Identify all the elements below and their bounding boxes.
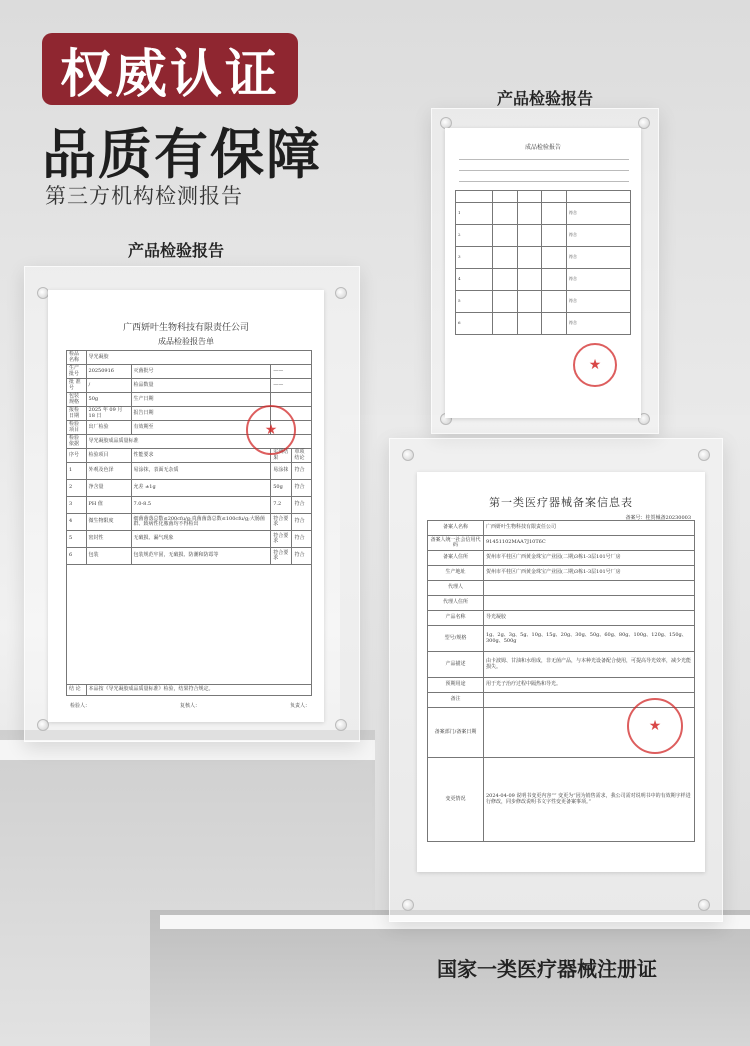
inspection-report-document — [48, 290, 324, 722]
table-row — [67, 514, 312, 531]
cell: 生产日期 — [131, 393, 271, 407]
red-seal-stamp-icon: ★ — [627, 698, 683, 754]
report2-header-lines — [459, 152, 629, 185]
cell: 微生物限度 — [86, 514, 131, 531]
cell: 符合 — [292, 531, 312, 548]
cell: 50g — [86, 393, 131, 407]
screw-icon — [335, 287, 347, 299]
cell: 外观及色泽 — [86, 463, 131, 480]
cell: 符合 — [292, 548, 312, 565]
column-header: 性能要求 — [131, 449, 271, 463]
signature-line — [70, 702, 310, 709]
report2-table — [455, 190, 631, 335]
column-header: 检验项目 — [86, 449, 131, 463]
cell: 易涂抹，表面无杂质 — [131, 463, 271, 480]
screw-icon — [698, 899, 710, 911]
cell: 检验依据 — [67, 435, 87, 449]
cell: PH 值 — [86, 497, 131, 514]
table-row: 代理人 — [428, 581, 695, 596]
red-seal-stamp-icon: ★ — [246, 405, 296, 455]
cell: 检验项目 — [67, 421, 87, 435]
cell: 符合要求 — [271, 531, 292, 548]
cell: 2025 年 09 月 18 日 — [86, 407, 131, 421]
report-table — [66, 350, 312, 696]
cell: 符合 — [292, 514, 312, 531]
cell: 检品名称 — [67, 351, 87, 365]
table-row: 备案人住所 贺州市平桂区广西黄金珠宝产业园(二期)3栋1-3层101号厂房 — [428, 551, 695, 566]
cell: 5 — [67, 531, 87, 548]
table-row: 变更情况 2024-04-09 说明书变更内容“” 变更为“因为销售需求，我公司需对说明书中的有效期字样进行修改，同步修改说明书文字性变更备案事项。” — [428, 758, 695, 842]
cell: 结 论 — [67, 685, 87, 696]
reviewer-label: 复核人： — [179, 703, 200, 709]
cell: 50g — [271, 480, 292, 497]
cell: 符合 — [292, 497, 312, 514]
cell: —— — [271, 379, 312, 393]
table-row — [67, 463, 312, 480]
registration-document — [417, 472, 705, 872]
inspector-label: 检验人： — [70, 703, 91, 709]
cell: 本品按《导光凝胶成品质量标准》检验，结果符合规定。 — [86, 685, 311, 696]
cell: 符合要求 — [271, 514, 292, 531]
table-row: 备案人统一社会信用代码 91451102MAA7J10T6C — [428, 536, 695, 551]
table-row: 5 符合 — [456, 291, 631, 313]
cell: 3 — [67, 497, 87, 514]
table-row: 3 符合 — [456, 247, 631, 269]
cell: / — [86, 379, 131, 393]
cell: —— — [271, 365, 312, 379]
table-row: 2 符合 — [456, 225, 631, 247]
cell: 报检日期 — [67, 407, 87, 421]
cell: 6 — [67, 548, 87, 565]
screw-icon — [335, 719, 347, 731]
cell: 2 — [67, 480, 87, 497]
cell — [271, 393, 312, 407]
cell: 7.0-8.5 — [131, 497, 271, 514]
badge-text: 权威认证 — [59, 44, 280, 105]
table-row: 预期用途 用于光子治疗过程中隔热和导光。 — [428, 678, 695, 693]
authority-badge — [42, 33, 298, 105]
cell: 易涂抹 — [271, 463, 292, 480]
cell: 包装 — [86, 548, 131, 565]
cell: 符合 — [292, 463, 312, 480]
table-row: 产品名称 导光凝胶 — [428, 611, 695, 626]
table-row: 型号/规格 1g、2g、3g、5g、10g、15g、20g、30g、50g、60g、80g、100g、120g、150g、300g、500g — [428, 626, 695, 652]
caption-registration: 国家一类医疗器械注册证 — [437, 957, 657, 981]
screw-icon — [402, 899, 414, 911]
registration-title: 第一类医疗器械备案信息表 — [489, 496, 633, 509]
table-row: 备注 — [428, 693, 695, 708]
caption-right-report: 产品检验报告 — [497, 89, 594, 108]
report2-title: 成品检验报告 — [524, 144, 561, 151]
cell: 允差 ±1g — [131, 480, 271, 497]
report-title: 成品检验报告单 — [158, 337, 214, 346]
caption-left-report: 产品检验报告 — [128, 241, 225, 260]
cell: 符合 — [292, 480, 312, 497]
cell: 灭菌批号 — [131, 365, 271, 379]
table-row: 备案人名称 广西妍叶生物科技有限责任公司 — [428, 521, 695, 536]
manager-label: 负责人： — [289, 703, 310, 709]
table-row: 1 符合 — [456, 203, 631, 225]
table-row — [67, 480, 312, 497]
red-seal-stamp-icon: ★ — [573, 343, 617, 387]
cell: 生产批号 — [67, 365, 87, 379]
registration-number: 备案号：桂贺械备20230003 — [625, 515, 691, 521]
cell — [67, 565, 312, 685]
background-ledge-left — [0, 740, 375, 760]
cell: 无破损、漏气现象 — [131, 531, 271, 548]
table-row: 代理人住所 — [428, 596, 695, 611]
cell: 20250916 — [86, 365, 131, 379]
cell: 包装规范牢固，无破损、防潮和防霉等 — [131, 548, 271, 565]
cell: 4 — [67, 514, 87, 531]
table-row: 备案部门/备案日期 — [428, 708, 695, 758]
cell: 包装规格 — [67, 393, 87, 407]
table-row: 生产地址 贺州市平桂区广西黄金珠宝产业园(二期)3栋1-3层101号厂房 — [428, 566, 695, 581]
table-row: 4 符合 — [456, 269, 631, 291]
subline: 第三方机构检测报告 — [45, 184, 243, 208]
cell: 导光凝胶成品质量标准 — [86, 435, 311, 449]
cell: 检品数量 — [131, 379, 271, 393]
cell: 符合要求 — [271, 548, 292, 565]
table-row — [67, 531, 312, 548]
column-header: 序号 — [67, 449, 87, 463]
cell: 出厂检验 — [86, 421, 131, 435]
cell: 批 准 号 — [67, 379, 87, 393]
cell: 密封性 — [86, 531, 131, 548]
table-row — [67, 548, 312, 565]
screw-icon — [402, 449, 414, 461]
table-row: 6 符合 — [456, 313, 631, 335]
cell: 净含量 — [86, 480, 131, 497]
cell: 细菌菌落总数≤200cfu/g;真菌菌落总数≤100cfu/g;大肠菌群、致病性化脓菌均不得检出 — [131, 514, 271, 531]
headline: 品质有保障 — [42, 123, 322, 186]
cell: 报告日期 — [131, 407, 271, 421]
cell: 有效期至 — [131, 421, 271, 435]
cell: 1 — [67, 463, 87, 480]
report-company: 广西妍叶生物科技有限责任公司 — [122, 323, 249, 333]
registration-table — [427, 520, 695, 842]
table-row: 产品描述 由卡波姆、甘油和水组成，非无菌产品，与本种光设备配合使用，可提高导光效率，减少光能损失。 — [428, 652, 695, 678]
table-row — [67, 497, 312, 514]
column-header: 实测结果 — [271, 449, 292, 463]
cell: 导光凝胶 — [86, 351, 311, 365]
screw-icon — [698, 449, 710, 461]
cell: 7.2 — [271, 497, 292, 514]
inspection-report-document-2 — [445, 128, 641, 418]
column-header: 单项结论 — [292, 449, 312, 463]
